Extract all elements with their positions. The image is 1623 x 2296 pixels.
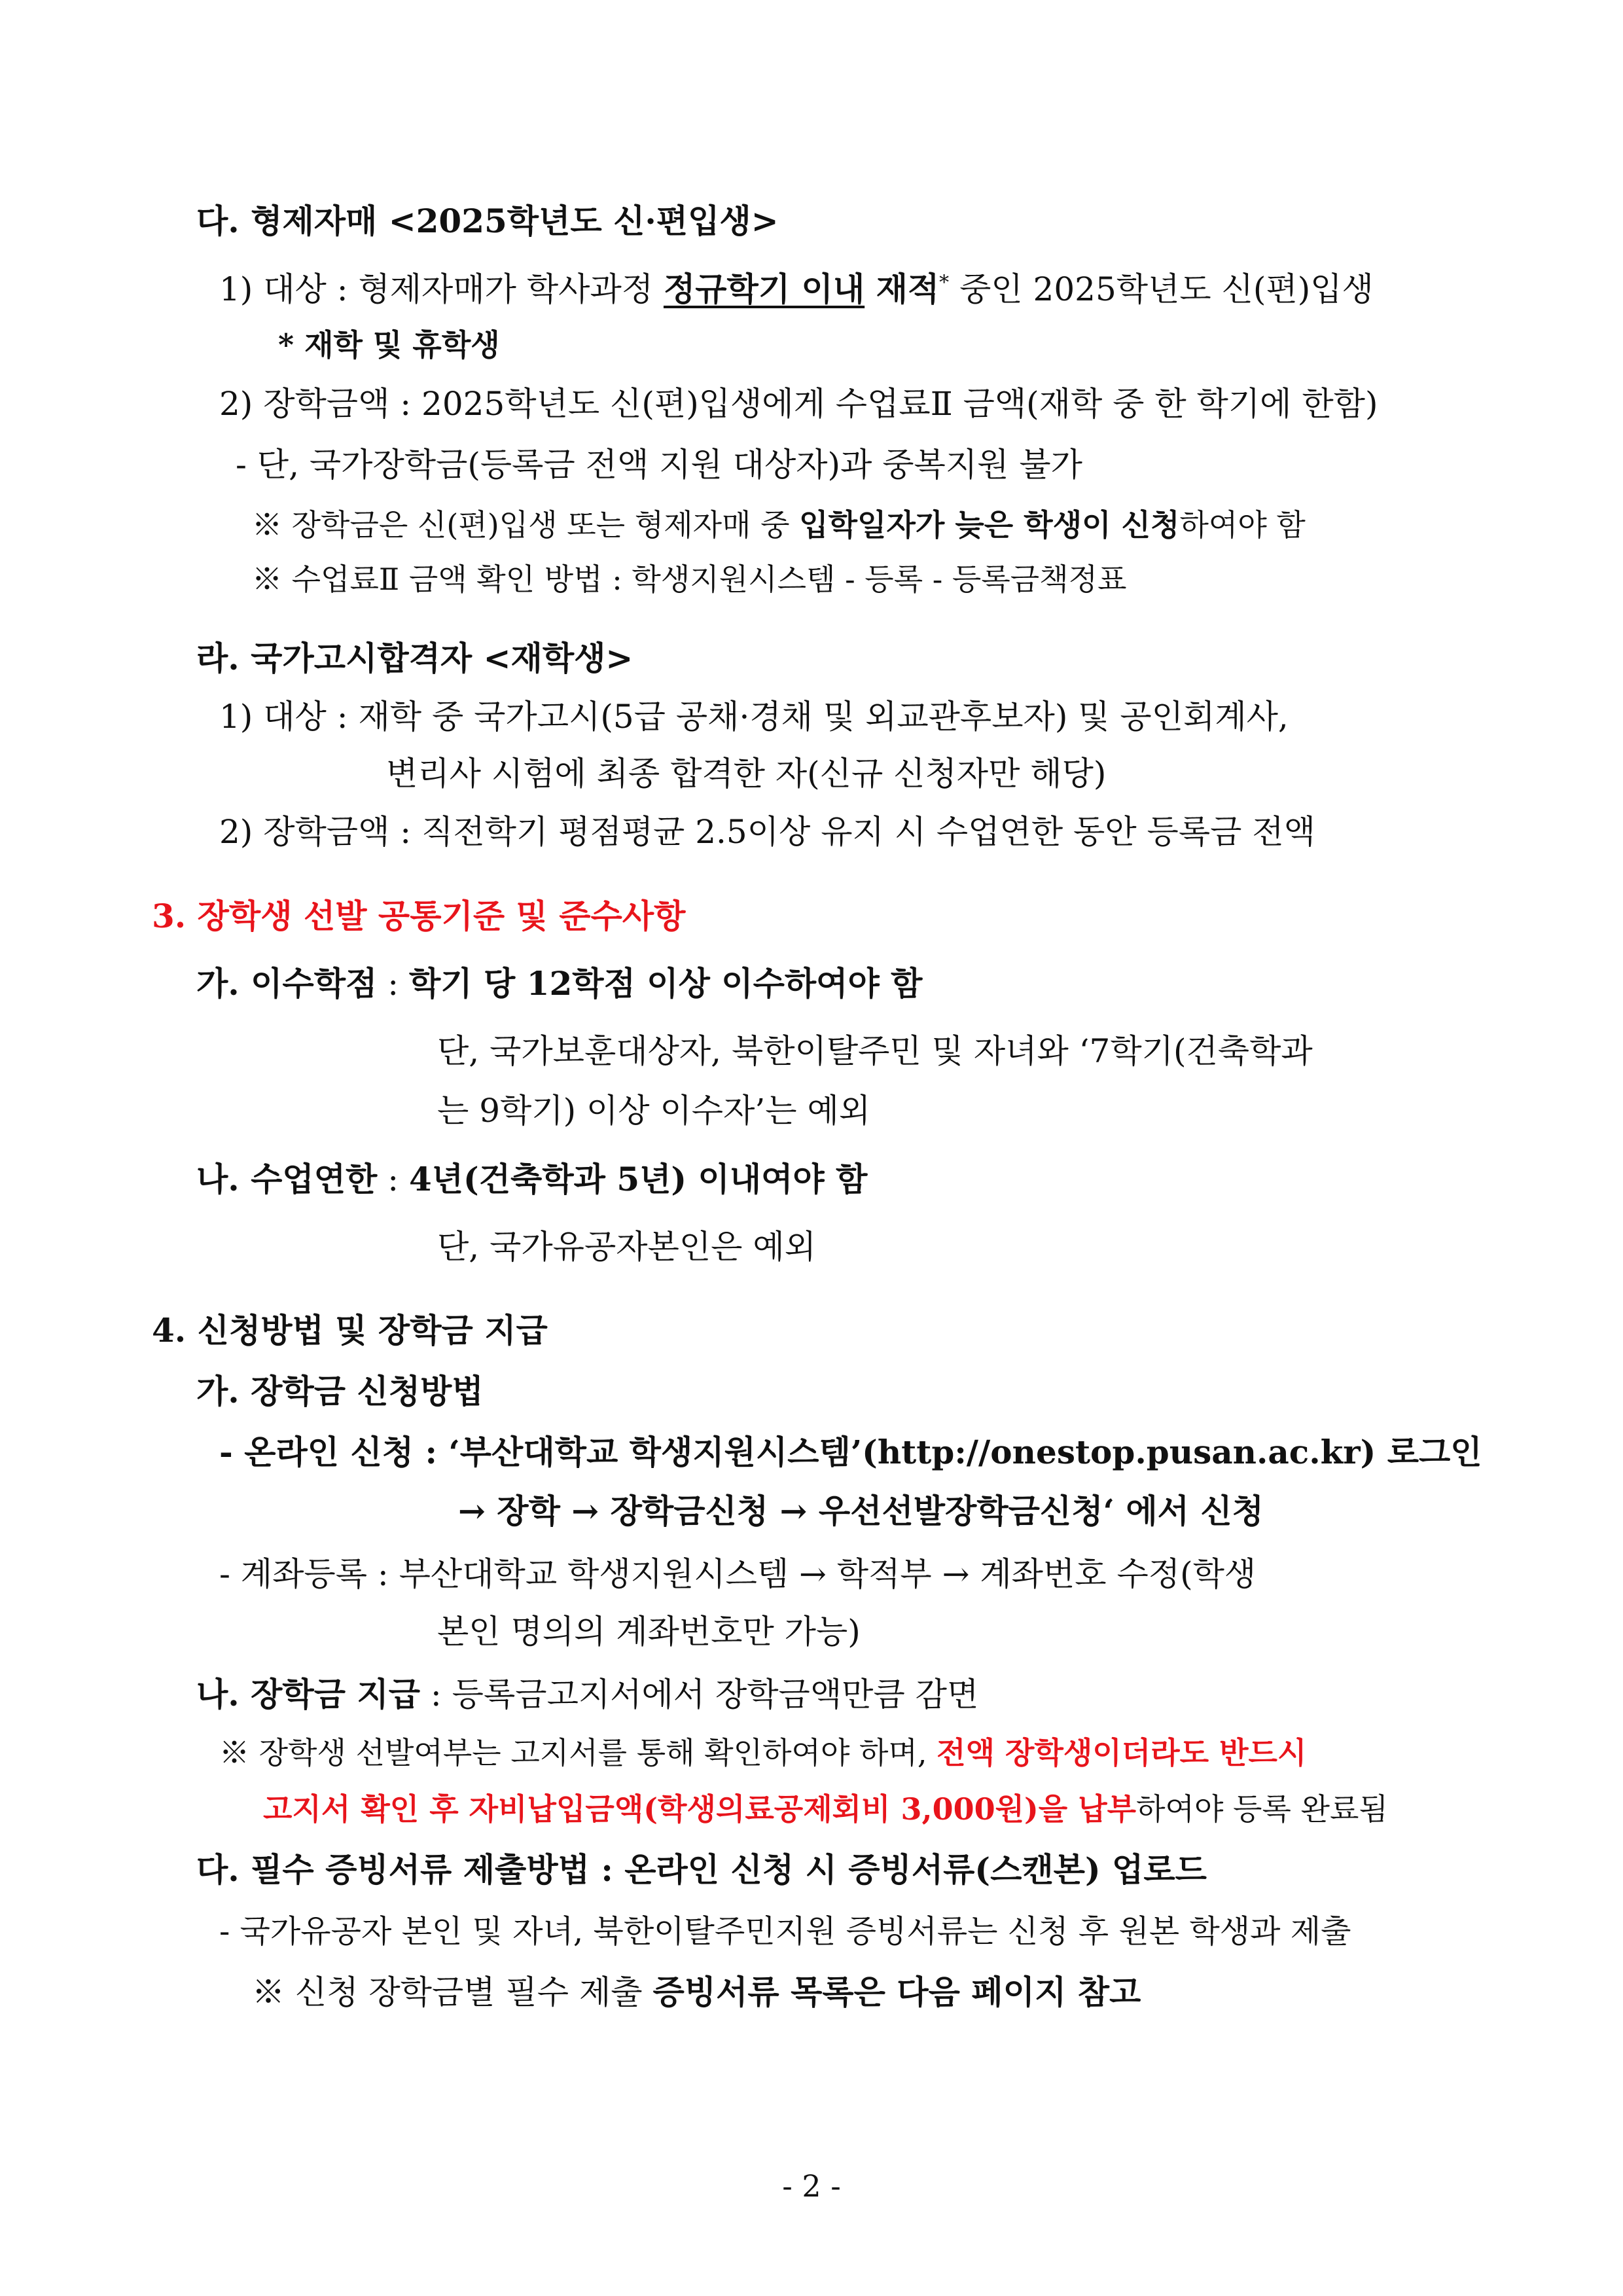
section-3-credits-note2: 는 9학기) 이상 이수자’는 예외: [437, 1092, 871, 1130]
section-4-ga-heading: 가. 장학금 신청방법: [196, 1372, 484, 1410]
section-da-footnote: * 재학 및 휴학생: [278, 327, 500, 363]
period-label: 나. 수업연한: [196, 1160, 378, 1198]
section-4-docs-heading: 다. 필수 증빙서류 제출방법 : 온라인 신청 시 증빙서류(스캔본) 업로드: [196, 1850, 1207, 1889]
section-4-heading: 4. 신청방법 및 장학금 지급: [152, 1311, 548, 1350]
target-text: 1) 대상 : 형제자매가 학사과정: [219, 270, 664, 308]
section-da-amount: 2) 장학금액 : 2025학년도 신(편)입생에게 수업료Ⅱ 금액(재학 중 한 학기에 한함): [219, 385, 1378, 423]
page-number: - 2 -: [782, 2168, 841, 2204]
section-4-online-line1: - 온라인 신청 : ‘부산대학교 학생지원시스템’(http://onestop.pusan.ac.kr) 로그인: [219, 1433, 1482, 1471]
section-3-period: [196, 1157, 867, 1202]
docs-note-text: ※ 신청 장학금별 필수 제출: [252, 1973, 653, 2011]
section-4-pay-note-line1: [219, 1730, 1306, 1776]
note1-text: ※ 장학금은 신(편)입생 또는 형제자매 중: [252, 507, 800, 543]
section-ra-target-line1: 1) 대상 : 재학 중 국가고시(5급 공채·경채 및 외교관후보자) 및 공인회계사,: [219, 698, 1289, 736]
pay-note-text-end: 하여야 등록 완료됨: [1136, 1791, 1388, 1827]
section-ra-target-line2: 변리사 시험에 최종 합격한 자(신규 신청자만 해당): [386, 755, 1107, 793]
section-da-note1: [252, 502, 1306, 548]
section-4-docs-note: [252, 1969, 1141, 2015]
section-ra-amount: 2) 장학금액 : 직전학기 평점평균 2.5이상 유지 시 수업연한 동안 등록금 전액: [219, 813, 1315, 851]
target-emphasis: 재적: [865, 270, 940, 308]
section-4-account-line1: - 계좌등록 : 부산대학교 학생지원시스템 → 학적부 → 계좌번호 수정(학생: [219, 1555, 1257, 1593]
section-3-credits-note1: 단, 국가보훈대상자, 북한이탈주민 및 자녀와 ‘7학기(건축학과: [437, 1032, 1313, 1070]
section-da-note2: ※ 수업료Ⅱ 금액 확인 방법 : 학생지원시스템 - 등록 - 등록금책정표: [252, 562, 1127, 597]
credits-value: 학기 당 12학점 이상 이수하여야 함: [408, 964, 923, 1003]
pay-note-text: ※ 장학생 선발여부는 고지서를 통해 확인하여야 하며,: [219, 1735, 937, 1770]
note1-text-end: 하여야 함: [1179, 507, 1306, 543]
payment-value: : 등록금고지서에서 장학금액만큼 감면: [420, 1676, 979, 1713]
section-4-docs-line: - 국가유공자 본인 및 자녀, 북한이탈주민지원 증빙서류는 신청 후 원본 학생과 제출: [219, 1913, 1351, 1950]
credits-label: 가. 이수학점: [196, 964, 378, 1003]
credits-separator: :: [377, 965, 409, 1003]
target-emphasis-underlined: 정규학기 이내: [663, 270, 865, 308]
pay-note-warning-cont: 고지서 확인 후 자비납입금액(학생의료공제회비 3,000원)을 납부: [263, 1791, 1137, 1827]
period-separator: :: [377, 1160, 409, 1198]
target-text-end: 중인 2025학년도 신(편)입생: [949, 270, 1374, 308]
pay-note-warning: 전액 장학생이더라도 반드시: [936, 1735, 1307, 1770]
section-4-account-line2: 본인 명의의 계좌번호만 가능): [437, 1613, 861, 1651]
section-3-period-note: 단, 국가유공자본인은 예외: [437, 1228, 816, 1266]
payment-label: 나. 장학금 지급: [196, 1675, 421, 1713]
section-3-heading: 3. 장학생 선발 공통기준 및 준수사항: [152, 897, 686, 935]
section-4-online-line2: → 장학 → 장학금신청 → 우선선발장학금신청‘ 에서 신청: [458, 1492, 1264, 1530]
section-4-pay-note-line2: [263, 1786, 1388, 1832]
section-4-na: [196, 1672, 978, 1717]
footnote-marker: *: [939, 271, 950, 295]
section-da-exception: - 단, 국가장학금(등록금 전액 지원 대상자)과 중복지원 불가: [236, 446, 1082, 484]
note1-emphasis: 입학일자가 늦은 학생이 신청: [799, 507, 1180, 543]
docs-note-emphasis: 증빙서류 목록은 다음 페이지 참고: [652, 1973, 1141, 2011]
section-da-heading: 다. 형제자매 <2025학년도 신·편입생>: [196, 202, 779, 240]
period-value: 4년(건축학과 5년) 이내여야 함: [408, 1160, 868, 1198]
section-3-credits: [196, 961, 922, 1007]
section-ra-heading: 라. 국가고시합격자 <재학생>: [196, 639, 633, 677]
section-da-target: [219, 266, 1374, 312]
